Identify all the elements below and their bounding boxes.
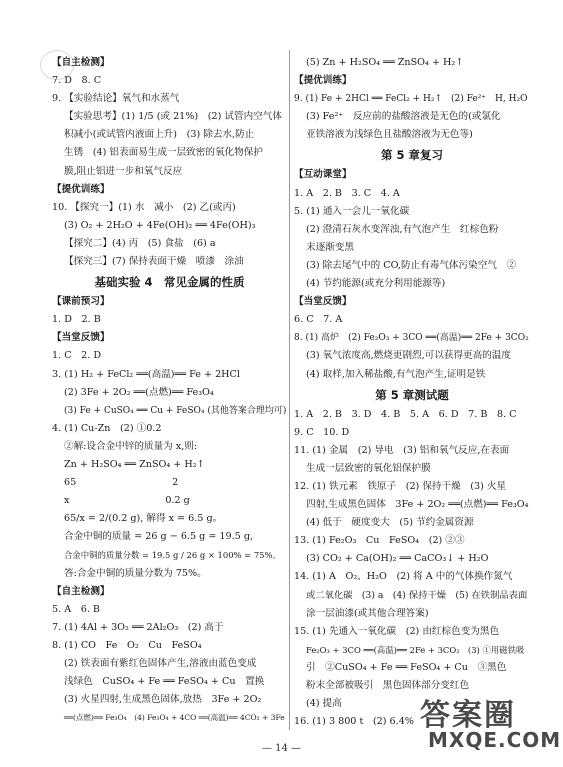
answer-line: 7. (1) 4Al + 3O₂ ══ 2Al₂O₃ (2) 高于 <box>52 621 224 633</box>
answer-line: 合金中铜的质量分数 = 19.5 g / 26 g × 100% = 75%。 <box>64 550 281 561</box>
answer-line: (4) 提高 <box>306 698 342 710</box>
answer-line: 65 2 <box>64 477 179 489</box>
watermark-logo <box>420 690 562 760</box>
answer-line: 【探究三】(7) 保持表面干燥 喷漆 涂油 <box>64 256 244 268</box>
answer-line: (3) Fe²⁺ 反应前的盐酸溶液是无色的(或氯化 <box>306 111 501 123</box>
section-title: 第 5 章测试题 <box>375 387 449 402</box>
section-label: 【提优训练】 <box>294 75 352 87</box>
answer-line: 15. (1) 先通入一氧化碳 (2) 由红棕色变为黑色 <box>294 625 500 637</box>
page-number: — 14 — <box>261 743 302 754</box>
answer-line: 8. (1) CO Fe O₂ Cu FeSO₄ <box>52 639 202 651</box>
column-divider <box>289 50 290 730</box>
answer-line: 粉末全部被吸引 黑色固体部分变红色 <box>306 680 470 691</box>
answer-line: 生成一层致密的氧化铝保护膜 <box>306 462 431 474</box>
answer-line: (3) 氧气浓度高,燃烧更剧烈,可以获得更高的温度 <box>306 350 512 362</box>
answer-line: (4) 取样,加入稀盐酸,有气泡产生,证明是铁 <box>306 368 486 380</box>
answer-line: (3) O₂ + 2H₂O + 4Fe(OH)₂ ══ 4Fe(OH)₃ <box>64 219 256 231</box>
answer-line: 末逐渐变黑 <box>306 241 354 253</box>
answer-line: Fe₂O₃ + 3CO ══(高温)══ 2Fe + 3CO₂ (3) ①用磁铁吸 <box>306 644 525 655</box>
answer-line: 1. C 2. D <box>52 350 102 362</box>
watermark-cn: 答案圈 <box>420 698 516 733</box>
answer-line: (3) Fe + CuSO₄ ══ Cu + FeSO₄ (其他答案合理均可) <box>64 405 287 416</box>
answer-line: 1. D 2. B <box>52 314 101 326</box>
answer-line: 膜,阻止铝进一步和氧气反应 <box>64 165 183 177</box>
answer-line: 10. 【探究一】(1) 水 减小 (2) 乙(或丙) <box>52 201 236 213</box>
answer-line: 11. (1) 金属 (2) 导电 (3) 铝和氧气反应,在表面 <box>294 444 510 456</box>
answer-line: (3) 火星四射,生成黑色固体,放热 3Fe + 2O₂ <box>64 694 262 706</box>
answer-line: 9. C 10. D <box>294 426 350 438</box>
answer-line: 合金中铜的质量 = 26 g − 6.5 g = 19.5 g, <box>64 531 254 543</box>
answer-line: 引 ②CuSO₄ + Fe ══ FeSO₄ + Cu ③黑色 <box>306 661 507 673</box>
section-label: 【自主检测】 <box>52 57 110 68</box>
answer-line: 7. D 8. C <box>52 75 102 87</box>
left-column <box>52 54 287 727</box>
answer-line: 16. (1) 3 800 t (2) 6.4% <box>294 716 414 728</box>
answer-line: 6. C 7. A <box>294 314 343 326</box>
answer-line: 4. (1) Cu-Zn (2) ①0.2 <box>52 422 162 434</box>
answer-line: 涂一层油漆(或其他合理答案) <box>306 607 429 619</box>
answer-line: ══(点燃)══ Fe₃O₄ (4) Fe₃O₄ + 4CO ══(高温)══ 4CO₂ + 3Fe <box>64 713 285 723</box>
answer-line: 8. (1) 高炉 (2) Fe₂O₃ + 3CO ══(高温)══ 2Fe + 3CO₂ <box>294 333 529 344</box>
section-title: 第 5 章复习 <box>380 148 443 163</box>
answer-line: (3) CO₂ + Ca(OH)₂ ══ CaCO₃↓ + H₂O <box>306 553 489 565</box>
answer-line: 1. A 2. B 3. C 4. A <box>294 187 400 199</box>
answer-line: 13. (1) Fe₂O₃ Cu FeSO₄ (2) ②③ <box>294 535 465 547</box>
section-label: 【自主检测】 <box>52 585 110 597</box>
section-label: 【提优训练】 <box>52 183 110 195</box>
answer-line: ②解:设合金中锌的质量为 x,则: <box>64 440 198 452</box>
answer-line: 5. A 6. B <box>52 603 100 615</box>
section-label: 【当堂反馈】 <box>294 296 352 308</box>
answer-line: 四射,生成黑色固体 3Fe + 2O₂ ══(点燃)══ Fe₃O₄ <box>306 499 529 511</box>
answer-line: 【实验思考】(1) 1/5 (或 21%) (2) 试管内空气体 <box>64 111 282 123</box>
answer-line: 浅绿色 CuSO₄ + Fe ══ FeSO₄ + Cu 置换 <box>64 676 265 688</box>
answer-line: (2) 澄清石灰水变浑浊,有气泡产生 红棕色粉 <box>306 223 499 235</box>
answer-line: 12. (1) 铁元素 铁原子 (2) 保持干燥 (3) 火星 <box>294 480 507 492</box>
section-label: 【课前预习】 <box>52 296 110 308</box>
answer-line: 【探究二】(4) 丙 (5) 食盐 (6) a <box>64 237 216 249</box>
answer-line: (2) 3Fe + 2O₂ ══(点燃)══ Fe₃O₄ <box>64 386 214 398</box>
answer-line: 9. 【实验结论】氧气和水蒸气 <box>52 93 180 105</box>
answer-line: (2) 铁表面有紫红色固体产生,溶液由蓝色变成 <box>64 658 257 669</box>
answer-line: (4) 节约能源(或充分利用能源等) <box>306 278 446 290</box>
answer-line: x 0.2 g <box>64 495 190 507</box>
answer-line: 或二氧化碳 (3) a (4) 保持干燥 (5) 在铁制品表面 <box>306 589 528 601</box>
answer-line: 9. (1) Fe + 2HCl ══ FeCl₂ + H₂↑ (2) Fe²⁺ H, H₂O <box>294 94 528 105</box>
answer-line: 5. (1) 通入一会儿一氧化碳 <box>294 205 410 217</box>
answer-line: 积减小(或试管内液面上升) (3) 除去水,防止 <box>64 129 255 141</box>
watermark-url: MXQE.COM <box>428 728 562 752</box>
answer-line: (3) 除去尾气中的 CO,防止有毒气体污染空气 ② <box>306 259 517 271</box>
answer-line: (5) Zn + H₂SO₄ ══ ZnSO₄ + H₂↑ <box>306 57 464 68</box>
section-title: 基础实验 4 常见金属的性质 <box>94 275 245 290</box>
answer-line: 生锈 (4) 铝表面易生成一层致密的氧化物保护 <box>64 147 263 159</box>
answer-line: 亚铁溶液为浅绿色且盐酸溶液为无色等) <box>306 129 473 141</box>
answer-line: Zn + H₂SO₄ ══ ZnSO₄ + H₂↑ <box>64 458 205 470</box>
answer-line: (4) 低于 硬度变大 (5) 节约金属资源 <box>306 517 474 529</box>
answer-line: 14. (1) A O₂、H₂O (2) 将 A 中的气体换作氮气 <box>294 571 513 583</box>
right-column <box>294 54 530 731</box>
answer-line: 答:合金中铜的质量分数为 75%。 <box>64 567 207 579</box>
answer-line: 3. (1) H₂ + FeCl₂ ══(高温)══ Fe + 2HCl <box>52 368 240 380</box>
answer-line: 1. A 2. B 3. D 4. B 5. A 6. D 7. B 8. C <box>294 408 517 420</box>
section-label: 【互动课堂】 <box>294 169 352 181</box>
section-label: 【当堂反馈】 <box>52 332 110 344</box>
answer-line: 65/x = 2/(0.2 g), 解得 x = 6.5 g。 <box>64 513 223 525</box>
